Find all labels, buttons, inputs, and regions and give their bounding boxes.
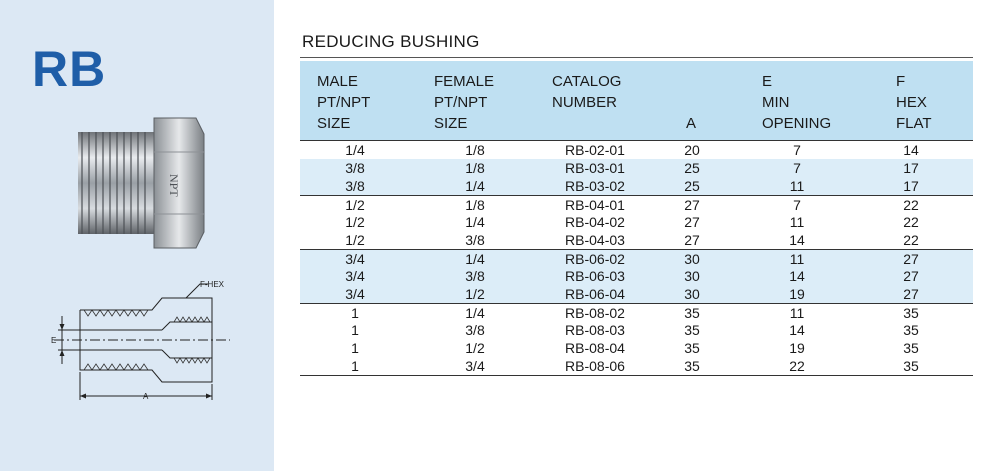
header-e-min-opening: E MIN OPENING (762, 73, 832, 132)
table-cell: 7 (793, 142, 801, 158)
table-cell: RB-06-02 (565, 251, 625, 267)
header-male-size: MALE PT/NPT SIZE (317, 73, 371, 132)
table-cell: 11 (789, 214, 805, 230)
table-cell: 1/2 (465, 286, 485, 302)
table-cell: 1/8 (465, 142, 485, 158)
table-cell: 3/4 (345, 251, 365, 267)
table-cell: RB-03-02 (565, 178, 625, 194)
spec-table (300, 61, 973, 376)
table-cell: 35 (903, 358, 919, 374)
table-cell: 25 (684, 178, 700, 194)
e-label: E (51, 336, 57, 345)
table-row (300, 249, 973, 267)
table-cell: 35 (684, 305, 700, 321)
header-f-hex-flat: F HEX FLAT (896, 73, 932, 132)
table-cell: 35 (903, 305, 919, 321)
left-panel (0, 0, 274, 471)
table-cell: 3/4 (345, 286, 365, 302)
table-cell: RB-08-04 (565, 340, 625, 356)
hex-label: F-HEX (200, 280, 224, 289)
table-cell: RB-04-02 (565, 214, 625, 230)
table-cell: RB-03-01 (565, 160, 625, 176)
dimension-drawing (40, 268, 240, 408)
table-cell: 3/8 (465, 232, 485, 248)
table-row (300, 321, 973, 339)
table-row (300, 231, 973, 249)
table-cell: 1 (351, 322, 359, 338)
table-cell: RB-02-01 (565, 142, 625, 158)
table-cell: 17 (903, 160, 919, 176)
table-row (300, 267, 973, 285)
table-cell: 19 (789, 286, 805, 302)
table-cell: 22 (903, 197, 919, 213)
table-header (300, 61, 973, 141)
table-cell: RB-08-06 (565, 358, 625, 374)
table-row (300, 213, 973, 231)
table-cell: 22 (903, 214, 919, 230)
table-cell: RB-08-02 (565, 305, 625, 321)
table-cell: 30 (684, 268, 700, 284)
table-cell: 1 (351, 340, 359, 356)
table-cell: 35 (684, 322, 700, 338)
table-cell: RB-08-03 (565, 322, 625, 338)
title-divider (300, 57, 973, 58)
table-bottom-rule (300, 375, 973, 376)
table-cell: 35 (684, 340, 700, 356)
product-code: RB (32, 41, 107, 97)
table-cell: 11 (789, 251, 805, 267)
table-row (300, 141, 973, 159)
table-body (300, 141, 973, 375)
table-cell: 3/8 (465, 322, 485, 338)
header-a: A (686, 115, 697, 132)
table-cell: 1 (351, 305, 359, 321)
table-cell: 7 (793, 160, 801, 176)
table-row (300, 285, 973, 303)
table-cell: RB-04-03 (565, 232, 625, 248)
table-cell: 14 (903, 142, 919, 158)
table-cell: 27 (903, 286, 919, 302)
table-cell: 22 (789, 358, 805, 374)
table-cell: RB-04-01 (565, 197, 625, 213)
table-cell: 1/4 (345, 142, 365, 158)
table-cell: 1/4 (465, 178, 485, 194)
table-cell: 27 (684, 197, 700, 213)
table-cell: 1/4 (465, 305, 485, 321)
table-cell: 3/8 (345, 160, 365, 176)
table-cell: 1/4 (465, 214, 485, 230)
table-row (300, 159, 973, 177)
table-row (300, 177, 973, 195)
table-cell: 14 (789, 322, 805, 338)
table-row (300, 339, 973, 357)
table-cell: 1/8 (465, 197, 485, 213)
table-cell: 1/2 (345, 214, 365, 230)
table-cell: 30 (684, 286, 700, 302)
table-cell: 25 (684, 160, 700, 176)
table-cell: 35 (903, 340, 919, 356)
table-cell: 19 (789, 340, 805, 356)
table-cell: 1/8 (465, 160, 485, 176)
table-cell: 11 (789, 178, 805, 194)
page-title: REDUCING BUSHING (302, 32, 480, 51)
table-cell: 3/8 (345, 178, 365, 194)
table-cell: 35 (903, 322, 919, 338)
table-cell: 3/8 (465, 268, 485, 284)
table-cell: 30 (684, 251, 700, 267)
table-cell: 22 (903, 232, 919, 248)
header-catalog-number: CATALOG NUMBER (552, 73, 622, 111)
table-cell: RB-06-04 (565, 286, 625, 302)
table-cell: 11 (789, 305, 805, 321)
table-cell: 27 (684, 214, 700, 230)
table-cell: 1/2 (465, 340, 485, 356)
npt-marking: NPT (167, 174, 181, 197)
table-cell: 27 (903, 268, 919, 284)
table-cell: 14 (789, 268, 805, 284)
table-cell: 1 (351, 358, 359, 374)
table-cell: 1/2 (345, 197, 365, 213)
table-row (300, 195, 973, 213)
table-row (300, 357, 973, 375)
table-cell: 17 (903, 178, 919, 194)
table-cell: 3/4 (465, 358, 485, 374)
table-cell: 35 (684, 358, 700, 374)
table-cell: 1/4 (465, 251, 485, 267)
table-row (300, 303, 973, 321)
a-label: A (143, 392, 149, 401)
table-cell: 7 (793, 197, 801, 213)
table-cell: 27 (684, 232, 700, 248)
table-cell: RB-06-03 (565, 268, 625, 284)
table-cell: 3/4 (345, 268, 365, 284)
table-cell: 20 (684, 142, 700, 158)
table-cell: 1/2 (345, 232, 365, 248)
header-female-size: FEMALE PT/NPT SIZE (434, 73, 495, 132)
bushing-photo (70, 112, 210, 252)
table-cell: 14 (789, 232, 805, 248)
table-cell: 27 (903, 251, 919, 267)
